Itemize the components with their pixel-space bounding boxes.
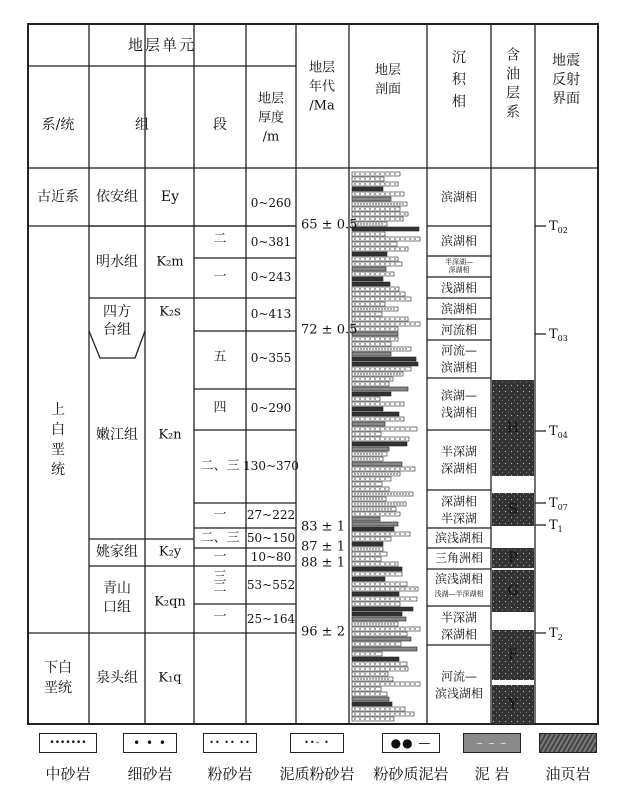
legend-item-silty-mudstone	[366, 733, 456, 784]
header-strata-unit: 地层单元	[127, 36, 197, 54]
system-name: 统	[51, 462, 65, 478]
age-value: 72 ± 0.5	[301, 322, 358, 338]
lithology-bed	[352, 417, 404, 421]
thickness-value: 50~150	[246, 531, 296, 545]
lithology-bed	[352, 462, 402, 466]
member-name: 一	[213, 549, 227, 565]
lithology-bed	[352, 502, 406, 506]
header-oil-layer: 层	[506, 85, 520, 102]
lithology-bed	[352, 487, 389, 491]
lithology-bed	[352, 712, 414, 716]
lithology-bed	[352, 357, 416, 361]
system-name: 白	[51, 422, 65, 438]
lithology-bed	[352, 452, 387, 456]
lithology-bed	[352, 337, 398, 341]
facies-label: 河流—	[440, 669, 478, 684]
lithology-bed	[352, 257, 398, 261]
member-name: 四	[213, 400, 227, 416]
facies-label: 滨湖—	[440, 388, 478, 403]
lithology-bed	[352, 367, 411, 371]
facies-label: 浅湖相	[440, 405, 478, 420]
lithology-bed	[352, 312, 382, 316]
facies-label: 滨湖相	[440, 302, 478, 316]
header-seismic: 反射	[552, 72, 580, 88]
lithology-bed	[352, 447, 389, 451]
facies-label: 半深湖—	[445, 258, 473, 266]
lithology-bed	[352, 192, 404, 196]
thickness-value: 130~370	[243, 459, 299, 473]
formation-name: 姚家组	[96, 544, 138, 560]
lithology-bed	[352, 557, 381, 561]
formation-name: 泉头组	[96, 670, 138, 686]
legend-item-fine-sandstone	[110, 733, 190, 784]
facies-label: 半深湖	[440, 610, 478, 625]
lithology-bed	[352, 567, 402, 571]
lithology-bed	[352, 327, 398, 331]
header-member: 段	[213, 117, 227, 133]
lithology-bed	[352, 602, 400, 606]
header-oil-layer: 系	[506, 104, 520, 121]
lithology-bed	[352, 562, 398, 566]
formation-name: 青山	[103, 580, 131, 597]
legend-label: 粉砂岩	[207, 765, 253, 783]
lithology-bed	[352, 672, 388, 676]
lithology-bed	[352, 347, 411, 351]
header-system: 系/统	[41, 117, 75, 133]
facies-label: 三角洲相	[434, 551, 484, 565]
header-section: 剖面	[374, 82, 402, 97]
lithology-bed	[352, 652, 382, 656]
formation-code: K₂qn	[154, 594, 186, 610]
argillaceous-siltstone-swatch: ••– •	[290, 733, 344, 753]
lithology-bed	[352, 692, 387, 696]
member-name: 二、三	[200, 530, 240, 546]
facies-label: 深湖相	[448, 266, 470, 274]
legend-item-mudstone	[452, 733, 532, 784]
seismic-reflector: $T_2$	[549, 625, 563, 642]
lithology-bed	[352, 472, 400, 476]
lithology-bed	[352, 662, 407, 666]
age-value: 65 ± 0.5	[301, 217, 358, 233]
siltstone-swatch: •• •• ••	[203, 733, 257, 753]
legend-label: 粉砂质泥岩	[373, 765, 449, 783]
lithology-bed	[352, 542, 383, 546]
lithology-bed	[352, 497, 386, 501]
facies-label: 浅湖相	[440, 281, 478, 295]
header-section: 地层	[374, 63, 402, 78]
facies-label: 河流相	[440, 323, 478, 337]
header-facies: 沉	[452, 50, 466, 66]
seismic-reflector: $T_1$	[549, 517, 563, 534]
lithology-bed	[352, 382, 389, 386]
lithology-bed	[352, 702, 392, 706]
member-name: 二、三	[200, 458, 240, 474]
lithology-bed	[352, 397, 380, 401]
lithology-bed	[352, 697, 389, 701]
lithology-bed	[352, 707, 405, 711]
facies-label: 滨湖相	[440, 360, 478, 375]
lithology-bed	[352, 657, 399, 661]
lithology-bed	[352, 242, 397, 246]
mudstone-swatch: – – –	[463, 733, 521, 753]
lithology-bed	[352, 282, 390, 286]
lithology-bed	[352, 437, 409, 441]
oil-layer-label: G	[507, 583, 519, 599]
lithology-bed	[352, 412, 399, 416]
lithology-bed	[352, 677, 393, 681]
member-name: 三	[213, 569, 227, 585]
lithology-bed	[352, 642, 401, 646]
thickness-value: 0~243	[250, 270, 292, 284]
lithology-bed	[352, 682, 420, 686]
lithology-bed	[352, 512, 400, 516]
lithology-bed	[352, 577, 385, 581]
lithology-bed	[352, 457, 383, 461]
formation-name: 依安组	[96, 189, 138, 205]
facies-label: 滨湖相	[440, 234, 478, 248]
system-name: 下白	[44, 660, 72, 676]
formation-code: Ey	[160, 189, 180, 205]
thickness-value: 0~260	[250, 196, 292, 210]
legend-item-medium-sandstone	[28, 733, 108, 784]
thickness-value: 0~413	[250, 307, 292, 321]
lithology-bed	[352, 612, 402, 616]
legend-label: 泥 岩	[474, 765, 510, 783]
system-name: 垩统	[44, 680, 72, 696]
formation-name: 嫩江组	[96, 427, 138, 443]
seismic-reflector: $T_{04}$	[549, 423, 568, 440]
lithology-bed	[352, 342, 391, 346]
lithology-bed	[352, 647, 417, 651]
member-name: 五	[213, 349, 227, 365]
formation-code: K₁q	[158, 670, 182, 686]
lithology-bed	[352, 352, 391, 356]
lithology-bed	[352, 392, 391, 396]
silty-mudstone-swatch: ●● —	[382, 733, 440, 753]
member-name: 二	[213, 580, 227, 596]
system-name: 上	[51, 402, 65, 418]
thickness-value: 10~80	[250, 550, 292, 564]
lithology-bed	[352, 232, 385, 236]
lithology-bed	[352, 572, 402, 576]
lithology-bed	[352, 302, 385, 306]
lithology-bed	[352, 622, 398, 626]
facies-label: 河流—	[440, 343, 478, 358]
formation-code: K₂y	[158, 544, 182, 560]
member-name: 二	[213, 231, 227, 247]
lithology-bed	[352, 262, 402, 266]
facies-label: 半深湖	[440, 511, 478, 526]
header-thickness: /m	[262, 129, 280, 145]
header-age: 地层	[308, 60, 336, 76]
oil-layer-label: S	[508, 501, 518, 518]
thickness-value: 0~290	[250, 401, 292, 415]
formation-name: 口组	[103, 599, 131, 616]
lithology-bed	[352, 442, 407, 446]
legend-item-oil-shale	[528, 733, 608, 784]
legend-item-siltstone	[190, 733, 270, 784]
seismic-reflector: $T_{03}$	[549, 326, 568, 343]
lithology-bed	[352, 627, 420, 631]
medium-sandstone-swatch: •••••••	[39, 733, 97, 753]
oil-layer-label: H	[506, 420, 520, 436]
lithology-bed	[352, 182, 398, 186]
lithology-bed	[352, 617, 406, 621]
facies-label: 深湖相	[440, 494, 478, 509]
lithology-bed	[352, 292, 405, 296]
lithology-bed	[352, 332, 398, 336]
lithology-bed	[352, 592, 399, 596]
lithology-bed	[352, 217, 403, 221]
thickness-value: 53~552	[246, 578, 296, 592]
oil-layer-label: Y	[508, 696, 518, 713]
thickness-value: 25~164	[246, 612, 296, 626]
thickness-value: 27~222	[246, 508, 296, 522]
legend-item-argillaceous-siltstone	[272, 733, 362, 784]
age-value: 88 ± 1	[301, 555, 345, 571]
lithology-bed	[352, 632, 407, 636]
age-value: 83 ± 1	[301, 519, 345, 535]
seismic-reflector: $T_{02}$	[549, 218, 568, 235]
lithology-bed	[352, 177, 384, 181]
lithology-bed	[352, 537, 391, 541]
formation-name: 四方	[103, 304, 131, 320]
lithology-bed	[352, 432, 381, 436]
lithology-bed	[352, 277, 383, 281]
oil-shale-swatch	[539, 733, 597, 753]
facies-label: 深湖相	[440, 627, 478, 642]
lithology-bed	[352, 422, 385, 426]
stratigraphic-section-column	[352, 172, 420, 721]
header-thickness: 厚度	[257, 110, 285, 126]
header-formation: 组	[135, 117, 149, 133]
lithology-bed	[352, 197, 391, 201]
facies-label: 半深湖	[440, 444, 478, 459]
facies-label: 浅湖—半深湖相	[434, 590, 484, 598]
age-value: 96 ± 2	[301, 624, 345, 640]
lithology-bed	[352, 227, 419, 231]
lithology-bed	[352, 667, 408, 671]
facies-label: 滨湖相	[440, 190, 478, 204]
lithology-bed	[352, 377, 393, 381]
oil-layer-label: P	[508, 550, 518, 566]
thickness-value: 0~381	[250, 235, 292, 249]
lithology-bed	[352, 172, 400, 176]
formation-code: K₂s	[159, 304, 181, 320]
lithology-bed	[352, 207, 400, 211]
lithology-bed	[352, 407, 383, 411]
lithology-bed	[352, 247, 408, 251]
lithology-bed	[352, 322, 420, 326]
seismic-reflector: $T_{07}$	[549, 495, 568, 512]
system-name: 垩	[51, 442, 65, 458]
table-frame	[28, 24, 598, 724]
lithology-bed	[352, 252, 387, 256]
facies-label: 深湖相	[440, 461, 478, 476]
lithology-bed	[352, 637, 411, 641]
lithology-bed	[352, 427, 417, 431]
facies-label: 滨浅湖相	[434, 572, 484, 586]
header-oil-layer: 油	[506, 66, 520, 83]
formation-code: K₂n	[158, 427, 182, 443]
lithology-bed	[352, 527, 394, 531]
lithology-bed	[352, 607, 413, 611]
member-name: 一	[213, 609, 227, 625]
lithology-bed	[352, 717, 394, 721]
lithology-bed	[352, 307, 398, 311]
header-age: 年代	[308, 79, 336, 95]
age-value: 87 ± 1	[301, 539, 345, 555]
formation-name: 明水组	[96, 254, 138, 270]
lithology-bed	[352, 237, 420, 241]
formation-code: K₂m	[156, 254, 184, 270]
lithology-bed	[352, 362, 418, 366]
lithology-bed	[352, 552, 387, 556]
lithology-bed	[352, 492, 413, 496]
thickness-value: 0~355	[250, 351, 292, 365]
lithology-bed	[352, 687, 381, 691]
header-age: /Ma	[309, 98, 335, 114]
lithology-bed	[352, 297, 411, 301]
lithology-bed	[352, 287, 399, 291]
formation-name: 台组	[103, 322, 131, 338]
facies-label: 滨浅湖相	[434, 686, 484, 701]
legend-label: 中砂岩	[45, 765, 91, 783]
lithology-bed	[352, 187, 383, 191]
header-thickness: 地层	[257, 91, 285, 107]
oil-layer-label: F	[508, 647, 518, 663]
legend-label: 细砂岩	[127, 765, 173, 783]
lithology-bed	[352, 202, 407, 206]
header-seismic: 地震	[552, 53, 580, 69]
legend-label: 泥质粉砂岩	[279, 765, 355, 783]
legend-label: 油页岩	[545, 765, 591, 783]
lithology-bed	[352, 272, 394, 276]
lithology-bed	[352, 387, 408, 391]
member-name: 一	[213, 269, 227, 285]
header-facies: 相	[452, 94, 466, 110]
lithology-legend	[28, 733, 598, 793]
lithology-bed	[352, 547, 383, 551]
fine-sandstone-swatch: • • •	[123, 733, 177, 753]
lithology-bed	[352, 587, 418, 591]
lithology-bed	[352, 372, 403, 376]
lithology-bed	[352, 597, 417, 601]
lithology-bed	[352, 317, 408, 321]
header-facies: 积	[452, 72, 466, 88]
lithology-bed	[352, 482, 382, 486]
lithology-bed	[352, 522, 398, 526]
lithology-bed	[352, 267, 386, 271]
lithology-bed	[352, 517, 380, 521]
lithology-bed	[352, 402, 404, 406]
header-oil-layer: 含	[506, 47, 520, 64]
facies-label: 滨浅湖相	[434, 531, 484, 545]
lithology-bed	[352, 507, 396, 511]
system-name: 古近系	[37, 189, 79, 205]
lithology-bed	[352, 582, 407, 586]
lithology-bed	[352, 532, 410, 536]
header-seismic: 界面	[552, 91, 580, 107]
lithology-bed	[352, 212, 408, 216]
member-name: 一	[213, 507, 227, 523]
lithology-bed	[352, 467, 415, 471]
lithology-bed	[352, 477, 391, 481]
